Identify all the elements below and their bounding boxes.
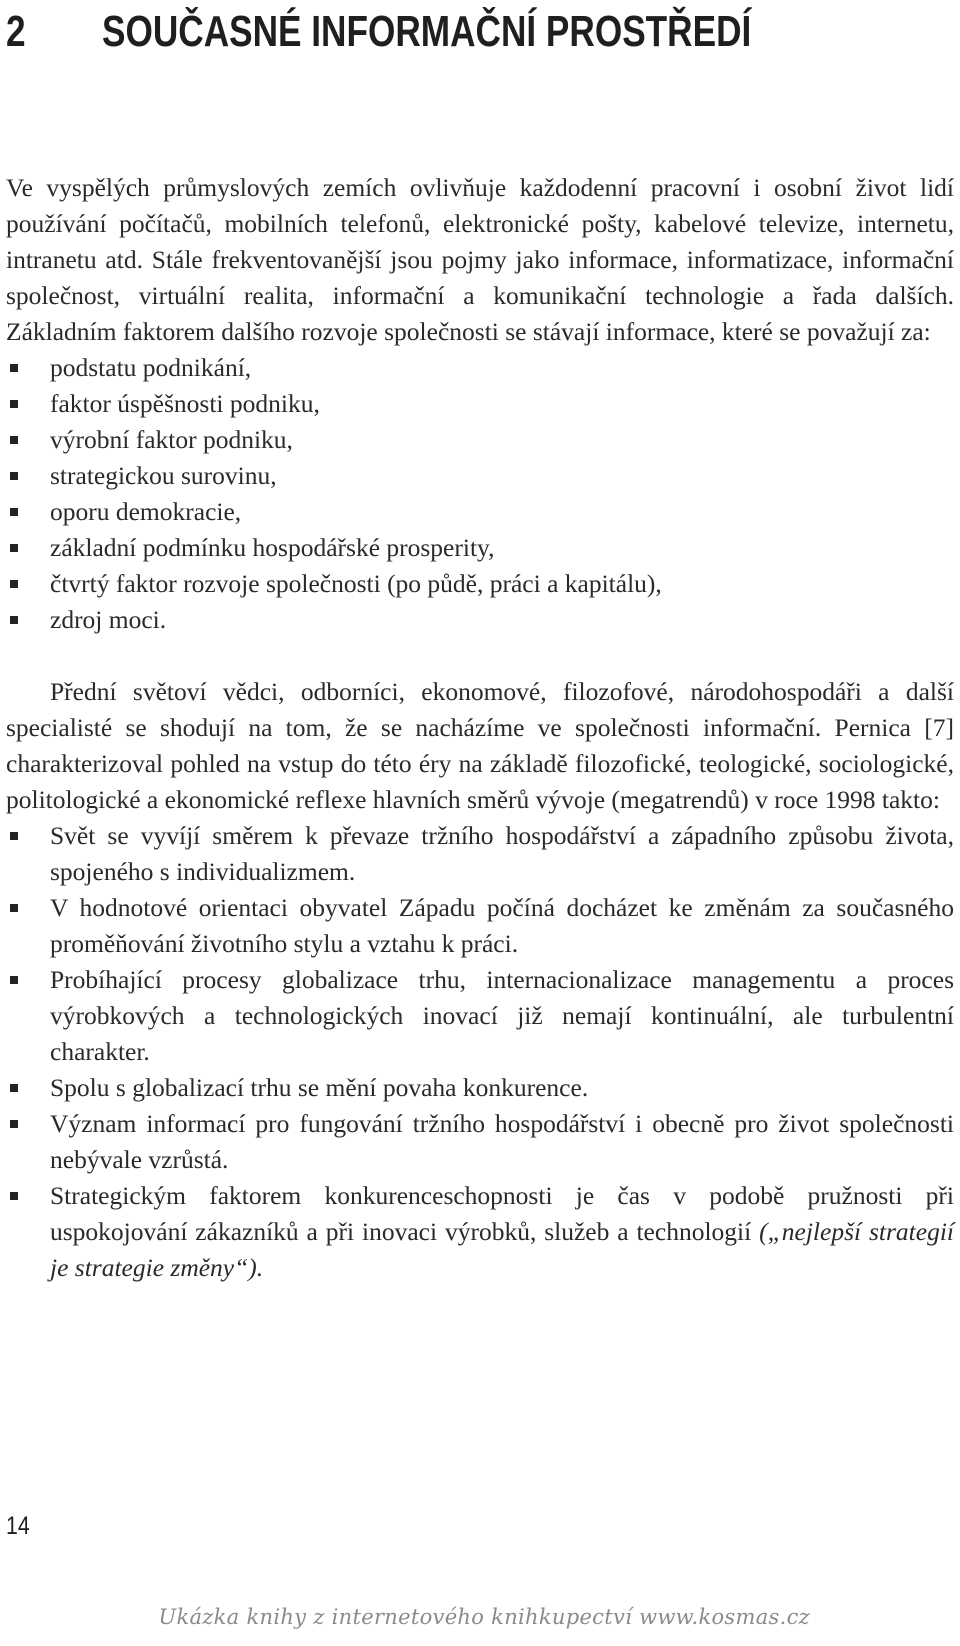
footer-watermark: Ukázka knihy z internetového knihkupectví www.kosmas.cz [158,1605,810,1629]
page-number: 14 [6,1512,30,1540]
list-item: oporu demokracie, [6,494,954,530]
list-item: V hodnotové orientaci obyvatel Západu počíná docházet ke změnám za současného proměňování životního stylu a vztahu k práci. [6,890,954,962]
bullet-icon [10,364,18,372]
list-item: zdroj moci. [6,602,954,638]
megatrends-list [6,818,954,1286]
bullet-icon [10,472,18,480]
paragraph-gap [6,638,954,674]
bullet-icon [10,1084,18,1092]
chapter-number: 2 [6,7,26,56]
bullet-icon [10,436,18,444]
list-item: Spolu s globalizací trhu se mění povaha konkurence. [6,1070,954,1106]
list-item: Strategickým faktorem konkurenceschopnosti je čas v podobě pružnosti při uspokojování zákazníků a při inovaci výrobků, služeb a technologií („nejlepší strategií je strategie změny“). [6,1178,954,1286]
bullet-icon [10,976,18,984]
list-item: Význam informací pro fungování tržního hospodářství i obecně pro život společnosti nebývale vzrůstá. [6,1106,954,1178]
bullet-icon [10,616,18,624]
bullet-icon [10,508,18,516]
bullet-icon [10,1192,18,1200]
italic-quote: („nejlepší strategií je strategie změny“). [50,1217,954,1282]
list-item: Probíhající procesy globalizace trhu, internacionalizace managementu a proces výrobkových a technologických inovací již nemají kontinuální, ale turbulentní charakter. [6,962,954,1070]
information-roles-list [6,350,954,638]
bullet-icon [10,1120,18,1128]
list-item: výrobní faktor podniku, [6,422,954,458]
list-item: strategickou surovinu, [6,458,954,494]
list-item: faktor úspěšnosti podniku, [6,386,954,422]
body-text [6,170,954,1286]
megatrends-paragraph: Přední světoví vědci, odborníci, ekonomové, filozofové, národohospodáři a další specialisté se shodují na tom, že se nacházíme ve společnosti informační. Pernica [7] charakterizoval pohled na vstup do této éry na základě filozofické, teologické, sociologické, politologické a ekonomické reflexe hlavních směrů vývoje (megatrendů) v roce 1998 takto: [6,677,954,814]
bullet-icon [10,904,18,912]
bullet-icon [10,400,18,408]
list-item: základní podmínku hospodářské prosperity, [6,530,954,566]
list-item: čtvrtý faktor rozvoje společnosti (po půdě, práci a kapitálu), [6,566,954,602]
intro-paragraph: Ve vyspělých průmyslových zemích ovlivňuje každodenní pracovní i osobní život lidí používání počítačů, mobilních telefonů, elektronické pošty, kabelové televize, internetu, intranetu atd. Stále frekventovanější jsou pojmy jako informace, informatizace, informační společnost, virtuální realita, informační a komunikační technologie a řada dalších. Základním faktorem dalšího rozvoje společnosti se stávají informace, které se považují za: [6,173,954,346]
chapter-heading [6,4,758,60]
bullet-icon [10,832,18,840]
bullet-icon [10,580,18,588]
list-item: Svět se vyvíjí směrem k převaze tržního hospodářství a západního způsobu života, spojeného s individualizmem. [6,818,954,890]
chapter-title: SOUČASNÉ INFORMAČNÍ PROSTŘEDÍ [102,7,752,56]
bullet-icon [10,544,18,552]
list-item: podstatu podnikání, [6,350,954,386]
